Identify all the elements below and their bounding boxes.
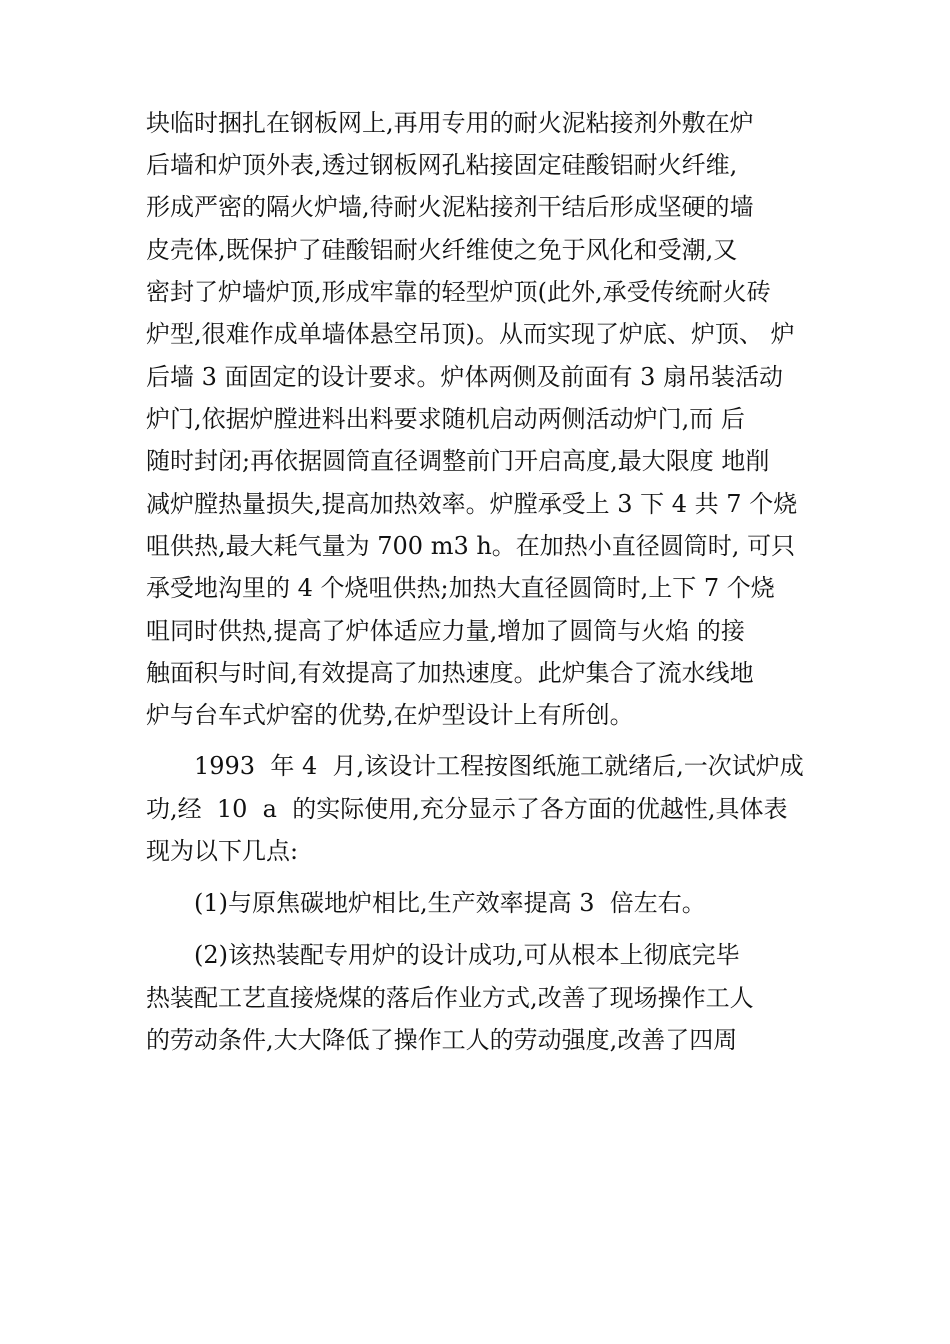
text-line: 热装配工艺直接烧煤的落后作业方式,改善了现场操作工人 [146, 984, 754, 1012]
text-line: 减炉膛热量损失,提高加热效率。炉膛承受上 3 下 4 共 7 个烧 [146, 490, 798, 518]
text-line: 承受地沟里的 4 个烧咀供热;加热大直径圆筒时,上下 7 个烧 [146, 574, 775, 602]
text-line: 炉与台车式炉窑的优势,在炉型设计上有所创。 [146, 701, 634, 729]
text-line: 炉型,很难作成单墙体悬空吊顶)。从而实现了炉底、炉顶、 炉 [146, 320, 795, 348]
list-item: (1)与原焦碳地炉相比,生产效率提高 3 倍左右。 [194, 889, 706, 917]
text-line: 形成严密的隔火炉墙,待耐火泥粘接剂干结后形成坚硬的墙 [146, 193, 754, 221]
text-line: 后墙和炉顶外表,透过钢板网孔粘接固定硅酸铝耐火纤维, [146, 151, 738, 179]
text-line: 块临时捆扎在钢板网上,再用专用的耐火泥粘接剂外敷在炉 [146, 109, 754, 137]
text-line: 的劳动条件,大大降低了操作工人的劳动强度,改善了四周 [146, 1026, 738, 1054]
text-line: 皮壳体,既保护了硅酸铝耐火纤维使之免于风化和受潮,又 [146, 236, 738, 264]
list-item: (2)该热装配专用炉的设计成功,可从根本上彻底完毕 [194, 941, 740, 969]
text-line: 功,经 10 a 的实际使用,充分显示了各方面的优越性,具体表 [146, 795, 788, 823]
text-line: 咀供热,最大耗气量为 700 m3 h。在加热小直径圆筒时, 可只 [146, 532, 796, 560]
text-line: 随时封闭;再依据圆筒直径调整前门开启高度,最大限度 地削 [146, 447, 770, 475]
text-line: 咀同时供热,提高了炉体适应力量,增加了圆筒与火焰 的接 [146, 617, 745, 645]
text-line: 1993 年 4 月,该设计工程按图纸施工就绪后,一次试炉成 [194, 752, 804, 780]
text-line: 现为以下几点: [146, 837, 299, 865]
text-line: 密封了炉墙炉顶,形成牢靠的轻型炉顶(此外,承受传统耐火砖 [146, 278, 771, 306]
text-line: 触面积与时间,有效提高了加热速度。此炉集合了流水线地 [146, 659, 754, 687]
text-line: 后墙 3 面固定的设计要求。炉体两侧及前面有 3 扇吊装活动 [146, 363, 784, 391]
text-line: 炉门,依据炉膛进料出料要求随机启动两侧活动炉门,而 后 [146, 405, 745, 433]
